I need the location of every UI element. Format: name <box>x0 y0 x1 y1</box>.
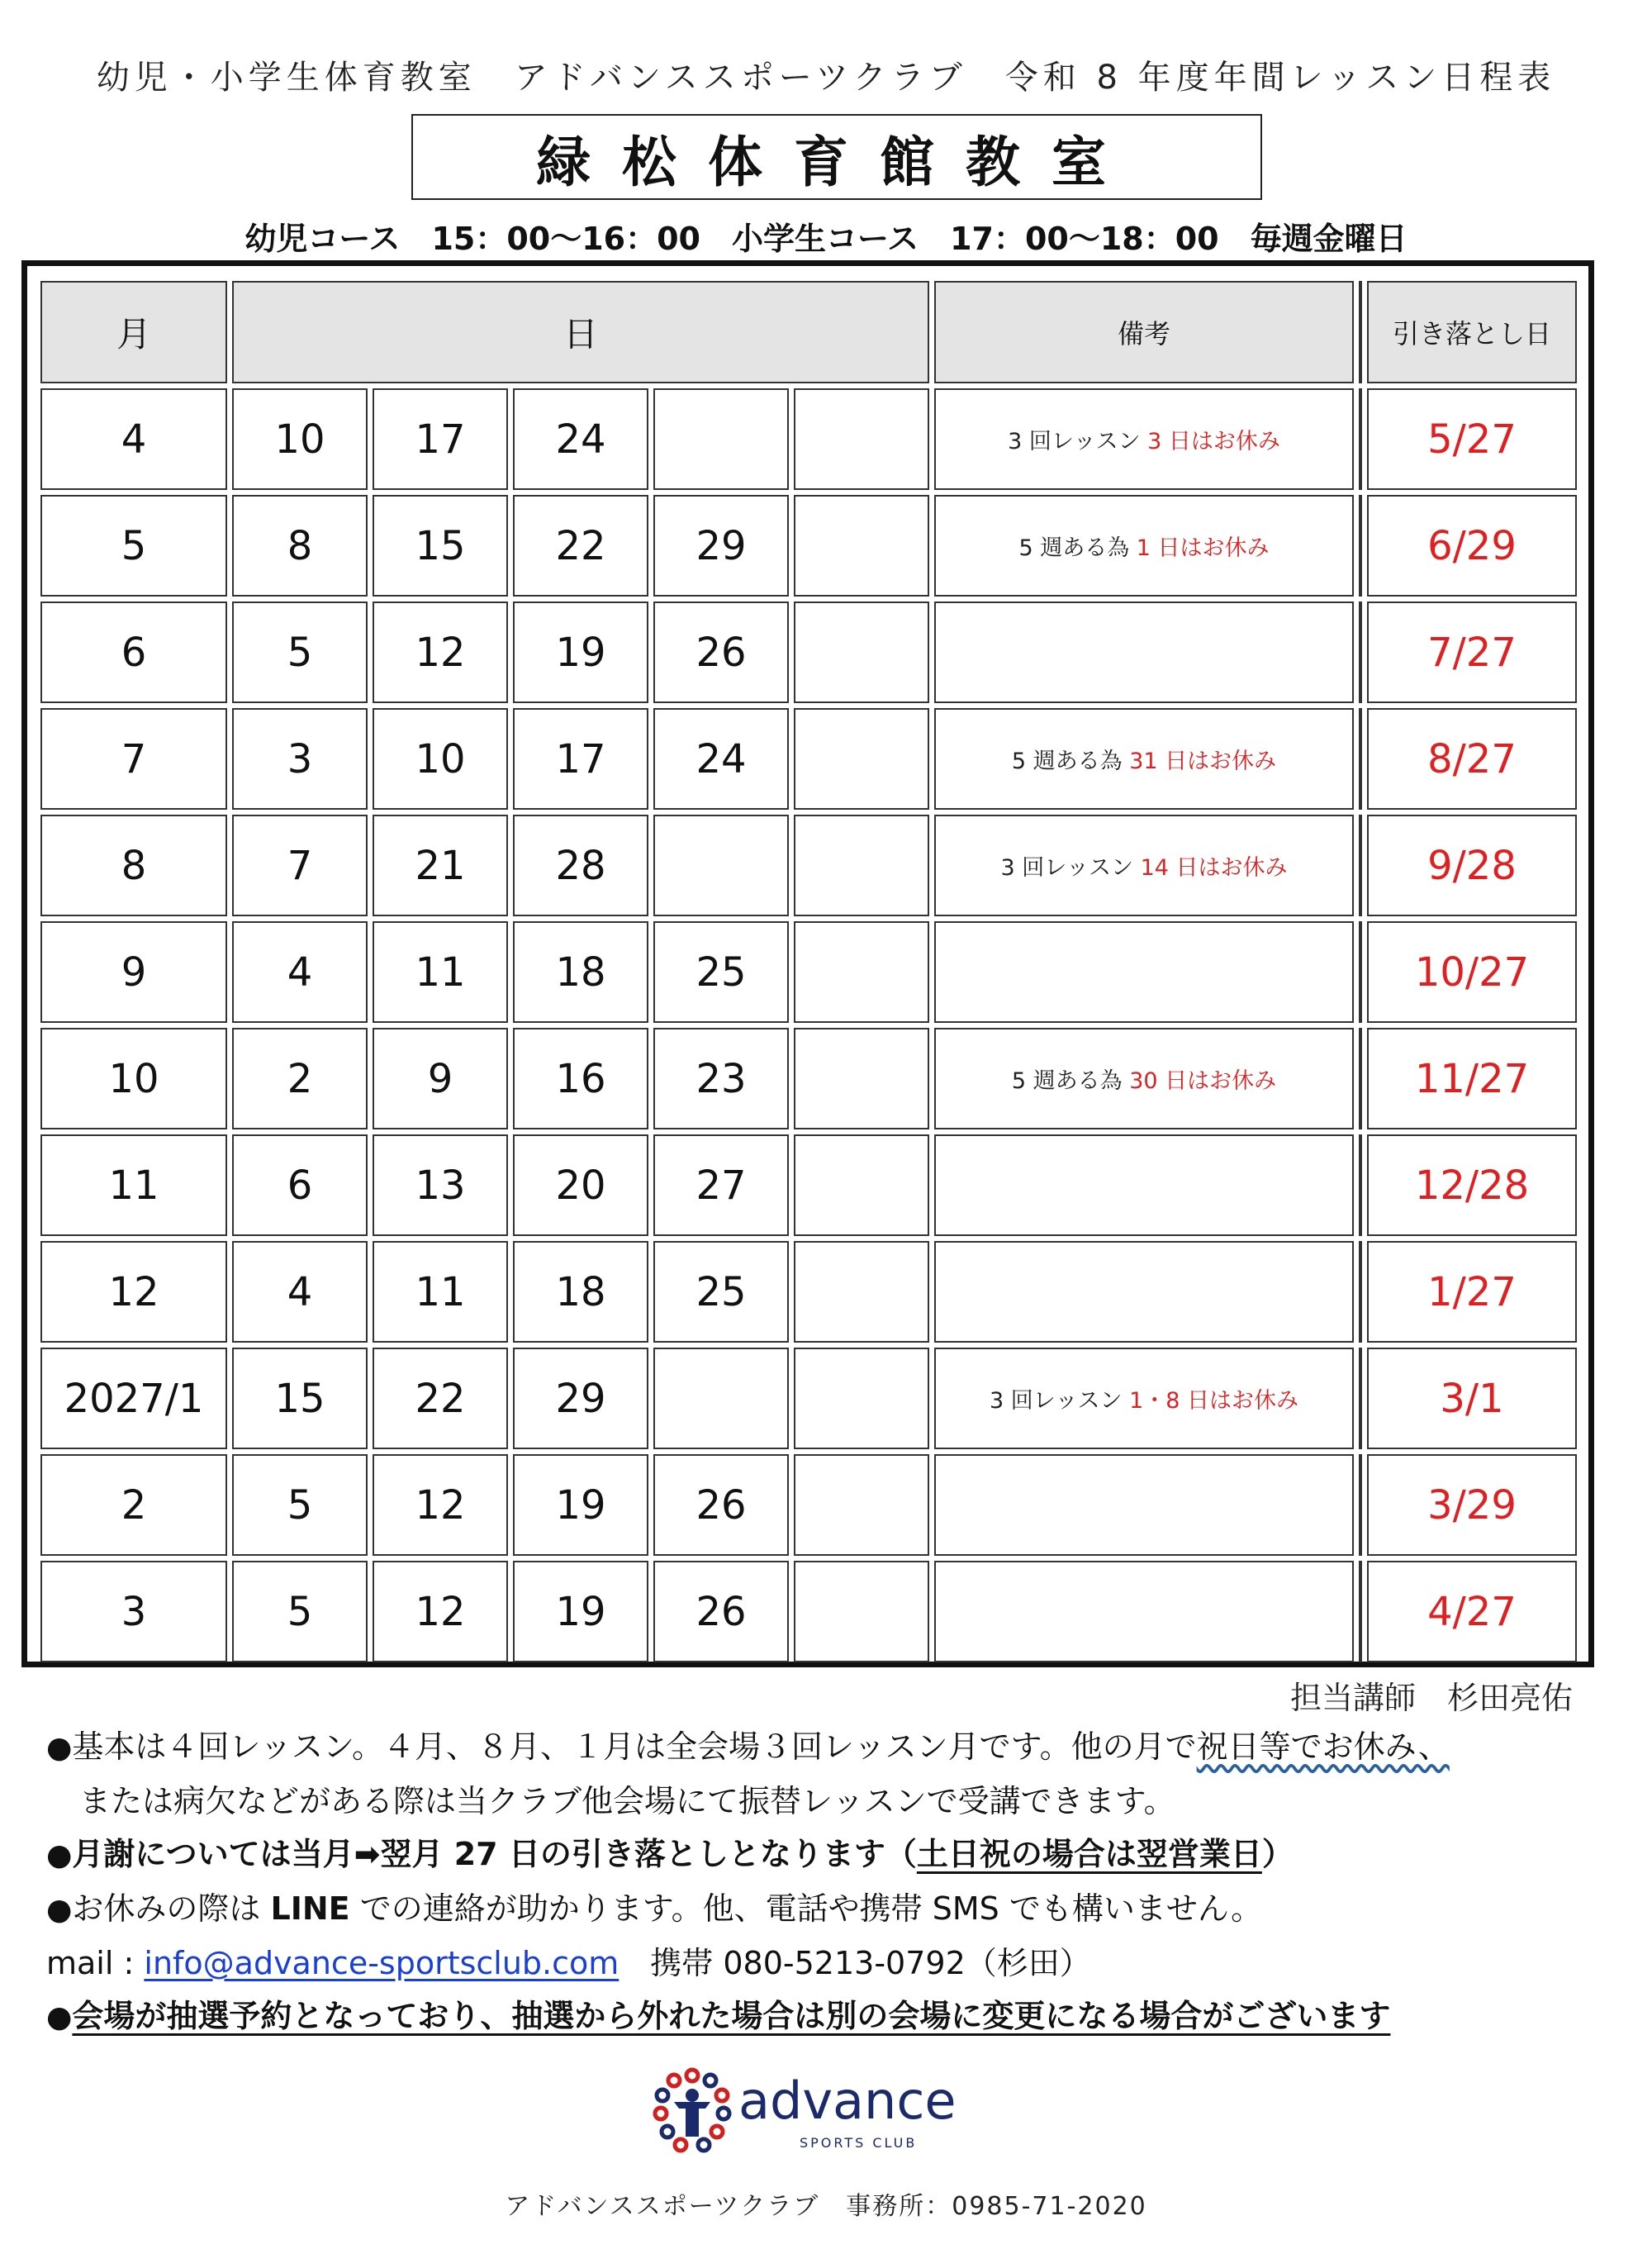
month-cell: 4 <box>40 388 227 490</box>
schedule-table <box>36 276 1582 1667</box>
day-cell: 20 <box>513 1134 648 1236</box>
day-cell: 6 <box>232 1134 368 1236</box>
bullet-icon: ● <box>46 1838 73 1872</box>
day-cell: 24 <box>513 388 648 490</box>
withdraw-date-cell: 11/27 <box>1367 1028 1577 1129</box>
day-cell: 22 <box>513 495 648 597</box>
footer-office: アドバンススポーツクラブ 事務所：0985-71-2020 <box>505 2192 1147 2221</box>
day-cell: 25 <box>653 921 789 1023</box>
withdraw-date-cell: 8/27 <box>1367 708 1577 810</box>
month-cell: 12 <box>40 1241 227 1343</box>
table-row <box>40 388 1577 490</box>
day-cell <box>653 1348 789 1449</box>
day-cell: 5 <box>232 1454 368 1556</box>
day-cell: 4 <box>232 1241 368 1343</box>
day-cell: 15 <box>232 1348 368 1449</box>
day-cell: 2 <box>232 1028 368 1129</box>
day-cell: 9 <box>373 1028 508 1129</box>
day-cell: 19 <box>513 1561 648 1662</box>
bullet-icon: ● <box>46 2000 73 2034</box>
day-cell: 15 <box>373 495 508 597</box>
withdraw-date-cell: 12/28 <box>1367 1134 1577 1236</box>
day-cell: 19 <box>513 1454 648 1556</box>
logo-subtitle: SPORTS CLUB <box>800 2135 918 2151</box>
column-separator <box>1359 1454 1362 1556</box>
column-separator <box>1359 388 1362 490</box>
note-cell <box>934 1454 1354 1556</box>
day-cell <box>794 1134 929 1236</box>
day-cell: 23 <box>653 1028 789 1129</box>
note-cell: 5 週ある為 1 日はお休み <box>934 495 1354 597</box>
day-cell: 18 <box>513 921 648 1023</box>
column-separator <box>1359 601 1362 703</box>
day-cell: 29 <box>513 1348 648 1449</box>
table-row <box>40 1348 1577 1449</box>
day-cell <box>794 921 929 1023</box>
table-row <box>40 495 1577 597</box>
day-cell: 11 <box>373 1241 508 1343</box>
day-cell: 22 <box>373 1348 508 1449</box>
column-separator <box>1359 815 1362 916</box>
course-times: 幼児コース 15：00～16：00 小学生コース 17：00～18：00 毎週金曜日 <box>244 221 1408 257</box>
day-cell <box>794 1028 929 1129</box>
withdraw-date-cell: 5/27 <box>1367 388 1577 490</box>
header-month: 月 <box>40 281 227 383</box>
day-cell <box>794 388 929 490</box>
day-cell: 10 <box>232 388 368 490</box>
contact-line: mail : info@advance-sportsclub.com 携帯 080-5213-0792（杉田） <box>46 1945 1091 1981</box>
day-cell: 29 <box>653 495 789 597</box>
column-separator <box>1359 921 1362 1023</box>
withdraw-date-cell: 4/27 <box>1367 1561 1577 1662</box>
header-day: 日 <box>232 281 929 383</box>
note-cell <box>934 1134 1354 1236</box>
day-cell: 27 <box>653 1134 789 1236</box>
day-cell: 4 <box>232 921 368 1023</box>
month-cell: 3 <box>40 1561 227 1662</box>
day-cell: 18 <box>513 1241 648 1343</box>
arrow-right-icon: ➡ <box>354 1836 381 1872</box>
day-cell: 21 <box>373 815 508 916</box>
month-cell: 7 <box>40 708 227 810</box>
note-cell: 3 回レッスン 3 日はお休み <box>934 388 1354 490</box>
day-cell <box>653 815 789 916</box>
month-cell: 11 <box>40 1134 227 1236</box>
email-link[interactable]: info@advance-sportsclub.com <box>144 1945 620 1981</box>
month-cell: 5 <box>40 495 227 597</box>
note-cell <box>934 1241 1354 1343</box>
note-5: ●会場が抽選予約となっており、抽選から外れた場合は別の会場に変更になる場合がございます <box>46 1998 1391 2034</box>
month-cell: 9 <box>40 921 227 1023</box>
notes-section <box>46 1720 1607 2044</box>
table-row <box>40 1561 1577 1662</box>
note-cell <box>934 921 1354 1023</box>
column-separator <box>1359 1241 1362 1343</box>
day-cell: 17 <box>513 708 648 810</box>
withdraw-date-cell: 3/1 <box>1367 1348 1577 1449</box>
day-cell <box>794 1561 929 1662</box>
day-cell: 3 <box>232 708 368 810</box>
month-cell: 10 <box>40 1028 227 1129</box>
note-cell: 3 回レッスン 1・8 日はお休み <box>934 1348 1354 1449</box>
withdraw-date-cell: 10/27 <box>1367 921 1577 1023</box>
day-cell: 24 <box>653 708 789 810</box>
day-cell: 12 <box>373 1561 508 1662</box>
day-cell: 16 <box>513 1028 648 1129</box>
withdraw-date-cell: 9/28 <box>1367 815 1577 916</box>
month-cell: 2027/1 <box>40 1348 227 1449</box>
table-row <box>40 1134 1577 1236</box>
bullet-icon: ● <box>46 1893 73 1927</box>
day-cell: 5 <box>232 601 368 703</box>
column-separator <box>1359 1348 1362 1449</box>
page-title: 緑松体育館教室 <box>411 114 1262 200</box>
column-separator <box>1359 495 1362 597</box>
day-cell <box>794 1348 929 1449</box>
withdraw-date-cell: 7/27 <box>1367 601 1577 703</box>
note-cell: 5 週ある為 30 日はお休み <box>934 1028 1354 1129</box>
column-separator <box>1359 1028 1362 1129</box>
day-cell <box>794 1454 929 1556</box>
header-note: 備考 <box>934 281 1354 383</box>
day-cell <box>794 815 929 916</box>
table-header-row <box>40 281 1577 383</box>
month-cell: 6 <box>40 601 227 703</box>
table-row <box>40 601 1577 703</box>
note-cell <box>934 601 1354 703</box>
note-3: ●お休みの際は LINE での連絡が助かります。他、電話や携帯 SMS でも構いません。 <box>46 1890 1263 1927</box>
withdraw-date-cell: 6/29 <box>1367 495 1577 597</box>
logo-wordmark: advance <box>738 2071 957 2131</box>
day-cell: 8 <box>232 495 368 597</box>
day-cell: 28 <box>513 815 648 916</box>
note-1-cont: または病欠などがある際は当クラブ他会場にて振替レッスンで受講できます。 <box>79 1783 1175 1819</box>
logo-emblem-icon <box>653 2066 732 2156</box>
day-cell: 26 <box>653 601 789 703</box>
note-cell: 3 回レッスン 14 日はお休み <box>934 815 1354 916</box>
day-cell: 10 <box>373 708 508 810</box>
note-1: ●基本は４回レッスン。４月、８月、１月は全会場３回レッスン月です。他の月で祝日等でお休み、 <box>46 1728 1450 1765</box>
month-cell: 2 <box>40 1454 227 1556</box>
table-row <box>40 815 1577 916</box>
bullet-icon: ● <box>46 1731 73 1765</box>
day-cell: 12 <box>373 1454 508 1556</box>
advance-logo <box>653 2066 983 2165</box>
day-cell <box>794 1241 929 1343</box>
note-cell: 5 週ある為 31 日はお休み <box>934 708 1354 810</box>
header-line: 幼児・小学生体育教室 アドバンススポーツクラブ 令和 8 年度年間レッスン日程表 <box>96 59 1556 97</box>
column-separator <box>1359 708 1362 810</box>
day-cell: 13 <box>373 1134 508 1236</box>
note-cell <box>934 1561 1354 1662</box>
column-separator <box>1359 1561 1362 1662</box>
note-2: ●月謝については当月➡翌月 27 日の引き落としとなります（土日祝の場合は翌営業日） <box>46 1836 1294 1872</box>
table-row <box>40 1028 1577 1129</box>
day-cell: 25 <box>653 1241 789 1343</box>
day-cell: 11 <box>373 921 508 1023</box>
withdraw-date-cell: 3/29 <box>1367 1454 1577 1556</box>
month-cell: 8 <box>40 815 227 916</box>
table-row <box>40 921 1577 1023</box>
table-row <box>40 708 1577 810</box>
phone-number: 携帯 080-5213-0792（杉田） <box>619 1945 1091 1981</box>
instructor-name: 担当講師 杉田亮佑 <box>1289 1680 1573 1716</box>
day-cell: 12 <box>373 601 508 703</box>
day-cell <box>794 601 929 703</box>
day-cell: 19 <box>513 601 648 703</box>
day-cell: 26 <box>653 1561 789 1662</box>
column-separator <box>1359 1134 1362 1236</box>
day-cell: 17 <box>373 388 508 490</box>
day-cell: 7 <box>232 815 368 916</box>
schedule-frame <box>21 260 1594 1667</box>
withdraw-date-cell: 1/27 <box>1367 1241 1577 1343</box>
day-cell: 5 <box>232 1561 368 1662</box>
table-row <box>40 1241 1577 1343</box>
header-withdraw: 引き落とし日 <box>1367 281 1577 383</box>
column-separator <box>1359 281 1362 383</box>
day-cell <box>794 708 929 810</box>
day-cell <box>653 388 789 490</box>
day-cell: 26 <box>653 1454 789 1556</box>
table-row <box>40 1454 1577 1556</box>
day-cell <box>794 495 929 597</box>
